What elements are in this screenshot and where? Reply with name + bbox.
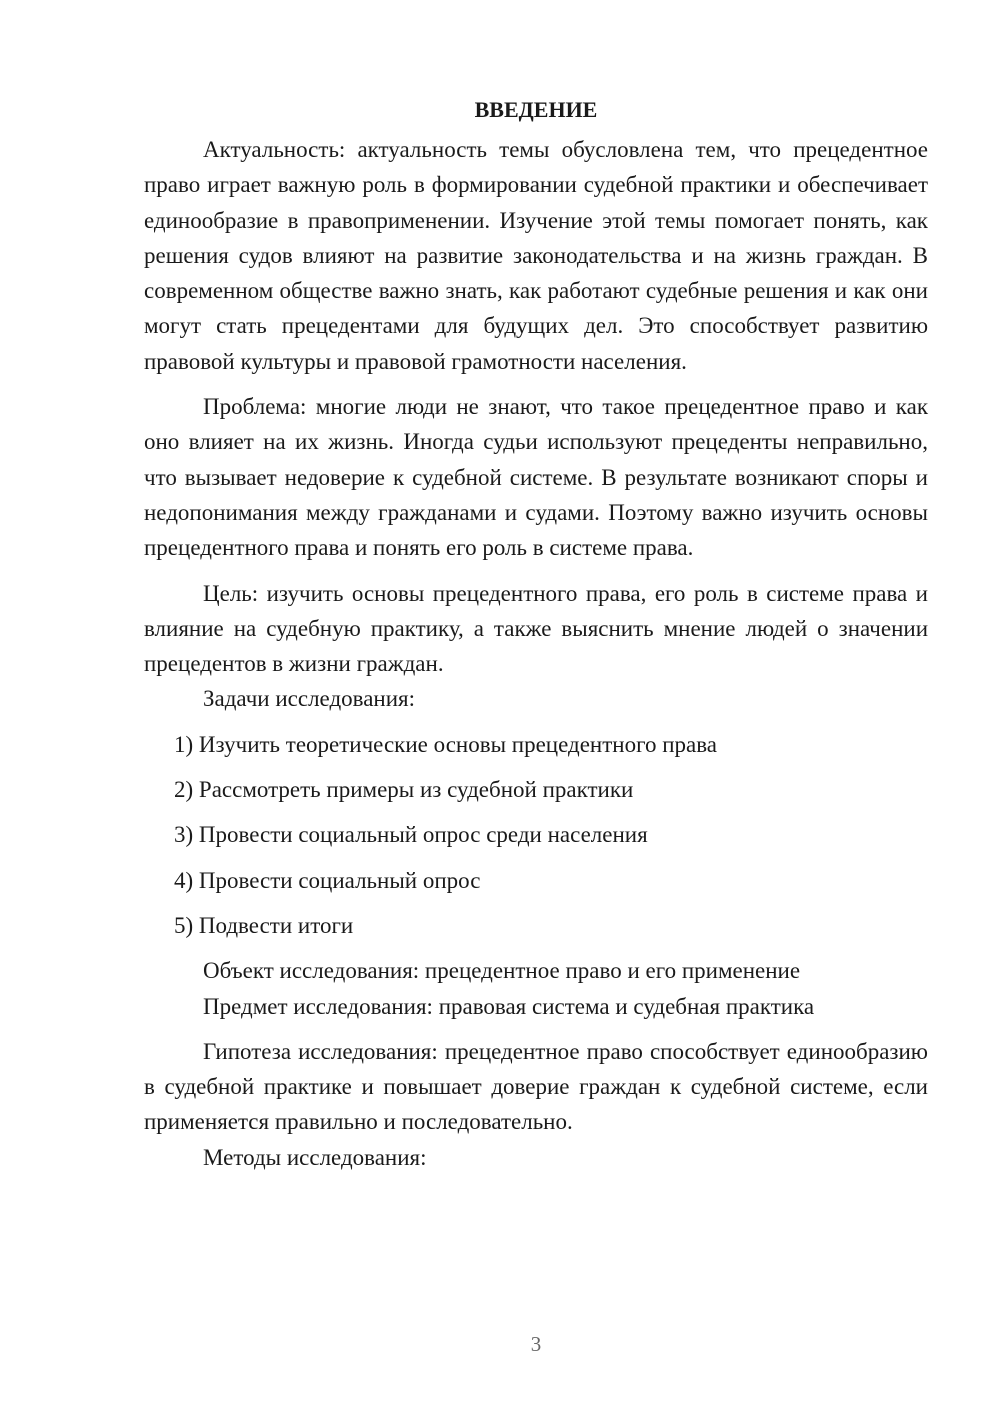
tasks-list: [144, 727, 928, 943]
list-item: 1) Изучить теоретические основы прецедентного права: [174, 731, 717, 757]
page-number: 3: [530, 1332, 542, 1356]
list-item: 4) Провести социальный опрос: [174, 867, 481, 893]
list-item: 2) Рассмотреть примеры из судебной практики: [174, 777, 634, 803]
paragraph-problem: Проблема: многие люди не знают, что такое прецедентное право и как оно влияет на их жизнь. Иногда судьи используют прецеденты неправильно, что вызывает недоверие к судебной системе. В результате возникают споры и недопонимания между гражданами и судами. Поэтому важно изучить основы прецедентного права и понять его роль в системе права.: [144, 394, 928, 561]
list-item: 5) Подвести итоги: [174, 912, 354, 938]
tasks-heading: Задачи исследования:: [203, 686, 416, 712]
paragraph-goal: Цель: изучить основы прецедентного права, его роль в системе права и влияние на судебную практику, а также выяснить мнение людей о значении прецедентов в жизни граждан.: [144, 580, 928, 677]
page-content: [144, 92, 928, 1175]
paragraph-hypothesis: Гипотеза исследования: прецедентное право способствует единообразию в судебной практике и повышает доверие граждан к судебной системе, если применяется правильно и последовательно.: [144, 1038, 928, 1135]
paragraph-relevance: Актуальность: актуальность темы обусловлена тем, что прецедентное право играет важную роль в формировании судебной практики и обеспечивает единообразие в правоприменении. Изучение этой темы помогает понять, как решения судов влияют на развитие законодательства и на жизнь граждан. В современном обществе важно знать, как работают судебные решения и как они могут стать прецедентами для будущих дел. Это способствует развитию правовой культуры и правовой грамотности населения.: [144, 137, 928, 374]
page-title: ВВЕДЕНИЕ: [474, 97, 598, 122]
paragraph-subject: Предмет исследования: правовая система и судебная практика: [203, 993, 815, 1019]
list-item: 3) Провести социальный опрос среди населения: [174, 822, 648, 848]
methods-heading: Методы исследования:: [203, 1144, 427, 1170]
paragraph-object: Объект исследования: прецедентное право и его применение: [203, 958, 801, 984]
